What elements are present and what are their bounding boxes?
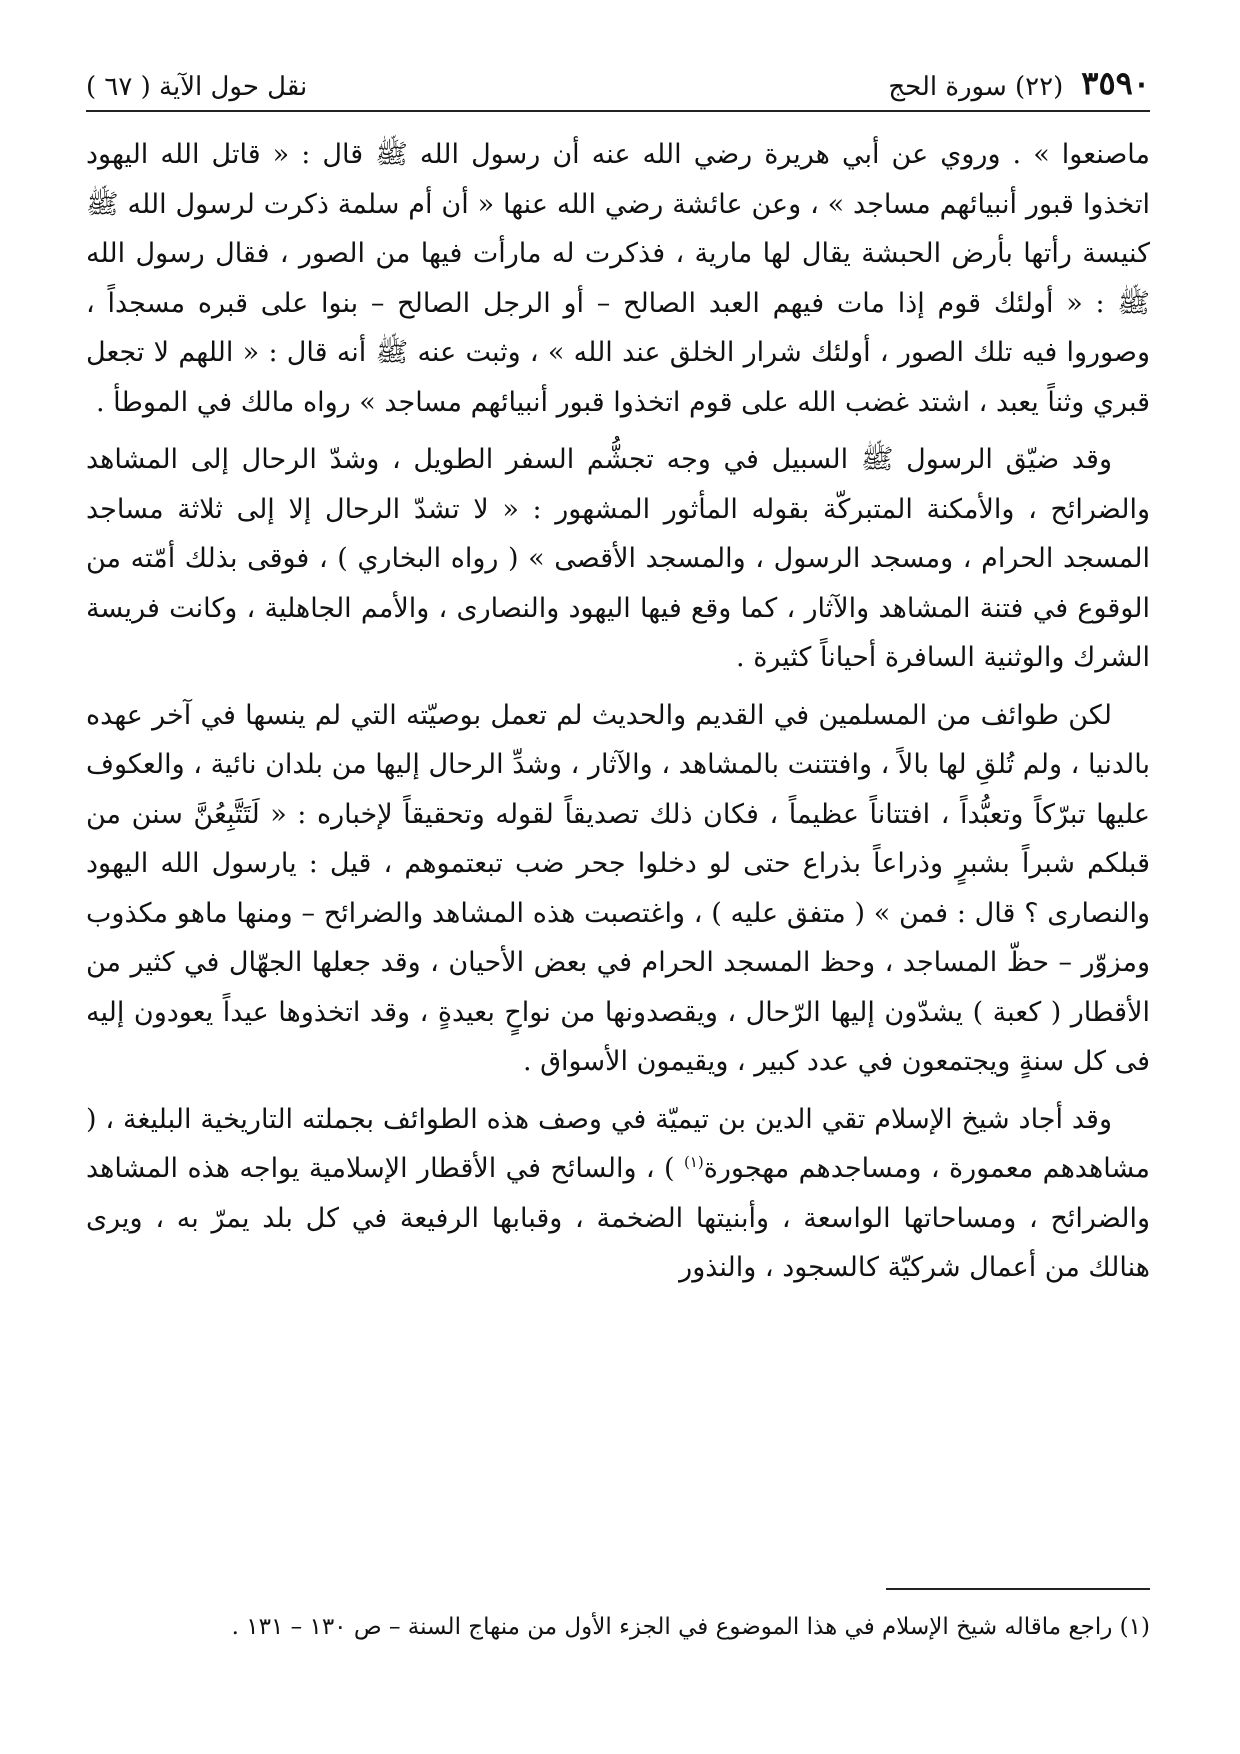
paragraph-4-start: وقد أجاد شيخ الإسلام تقي الدين بن تيميّة في وصف هذه الطوائف بجملته التاريخية البليغة ، ( مشاهدهم معمورة ، ومساجدهم مهجورة [86,1103,1150,1184]
header-divider [86,110,1150,112]
paragraph-1: ماصنعوا » . وروي عن أبي هريرة رضي الله عنه أن رسول الله ﷺ قال : « قاتل الله اليهود اتخذوا قبور أنبيائهم مساجد » ، وعن عائشة رضي الله عنها « أن أم سلمة ذكرت لرسول الله ﷺ كنيسة رأتها بأرض الحبشة يقال لها مارية ، فذكرت له مارأت فيها من الصور ، فقال رسول الله ﷺ : « أولئك قوم إذا مات فيهم العبد الصالح – أو الرجل الصالح – بنوا على قبره مسجداً ، وصوروا فيه تلك الصور ، أولئك شرار الخلق عند الله » ، وثبت عنه ﷺ أنه قال : « اللهم لا تجعل قبري وثناً يعبد ، اشتد غضب الله على قوم اتخذوا قبور أنبيائهم مساجد » رواه مالك في الموطأ . [86,139,1150,418]
footnote: (١) راجع ماقاله شيخ الإسلام في هذا الموضوع في الجزء الأول من منهاج السنة – ص ١٣٠ – ١٣١ . [231,1614,1150,1640]
footnote-divider [886,1588,1150,1590]
header-right-group [888,64,1150,102]
paragraph-3: لكن طوائف من المسلمين في القديم والحديث لم تعمل بوصيّته التي لم ينسها في آخر عهده بالدنيا ، ولم تُلقِ لها بالاً ، وافتتنت بالمشاهد ، والآثار ، وشدِّ الرحال إليها من بلدان نائية ، والعكوف عليها تبرّكاً وتعبُّداً ، افتتاناً عظيماً ، فكان ذلك تصديقاً لقوله وتحقيقاً لإخباره : « لَتَتَّبِعُنَّ سنن من قبلكم شبراً بشبرٍ وذراعاً بذراع حتى لو دخلوا جحر ضب تبعتموهم ، قيل : يارسول الله اليهود والنصارى ؟ قال : فمن » ( متفق عليه ) ، واغتصبت هذه المشاهد والضرائح – ومنها ماهو مكذوب ومزوّر – حظّ المساجد ، وحظ المسجد الحرام في بعض الأحيان ، وقد جعلها الجهّال في كثير من الأقطار ( كعبة ) يشدّون إليها الرّحال ، ويقصدونها من نواحٍ بعيدةٍ ، وقد اتخذوها عيداً يعودون إليه فى كل سنةٍ ويجتمعون في عدد كبير ، ويقيمون الأسواق . [86,699,1150,1077]
paragraph-4-end: ) ، والسائح في الأقطار الإسلامية يواجه هذه المشاهد والضرائح ، ومساحاتها الواسعة ، وأبنيتها الضخمة ، وقبابها الرفيعة في كل بلد يمرّ به ، ويرى هنالك من أعمال شركيّة كالسجود ، والنذور [86,1153,1150,1283]
paragraph-4 [86,1095,1150,1293]
page-number: ٣٥٩٠ [1081,64,1150,102]
running-header [86,52,1150,102]
section-title: نقل حول الآية ( ٦٧ ) [86,72,308,102]
main-text [86,130,1150,1301]
surah-title: (٢٢) سورة الحج [888,72,1064,102]
footnote-marker: (١) [683,1153,704,1171]
paragraph-2: وقد ضيّق الرسول ﷺ السبيل في وجه تجشُّم السفر الطويل ، وشدّ الرحال إلى المشاهد والضرائح ، والأمكنة المتبركّة بقوله المأثور المشهور : « لا تشدّ الرحال إلا إلى ثلاثة مساجد المسجد الحرام ، ومسجد الرسول ، والمسجد الأقصى » ( رواه البخاري ) ، فوقى بذلك أمّته من الوقوع في فتنة المشاهد والآثار ، كما وقع فيها اليهود والنصارى ، والأمم الجاهلية ، وكانت فريسة الشرك والوثنية السافرة أحياناً كثيرة . [86,444,1150,673]
